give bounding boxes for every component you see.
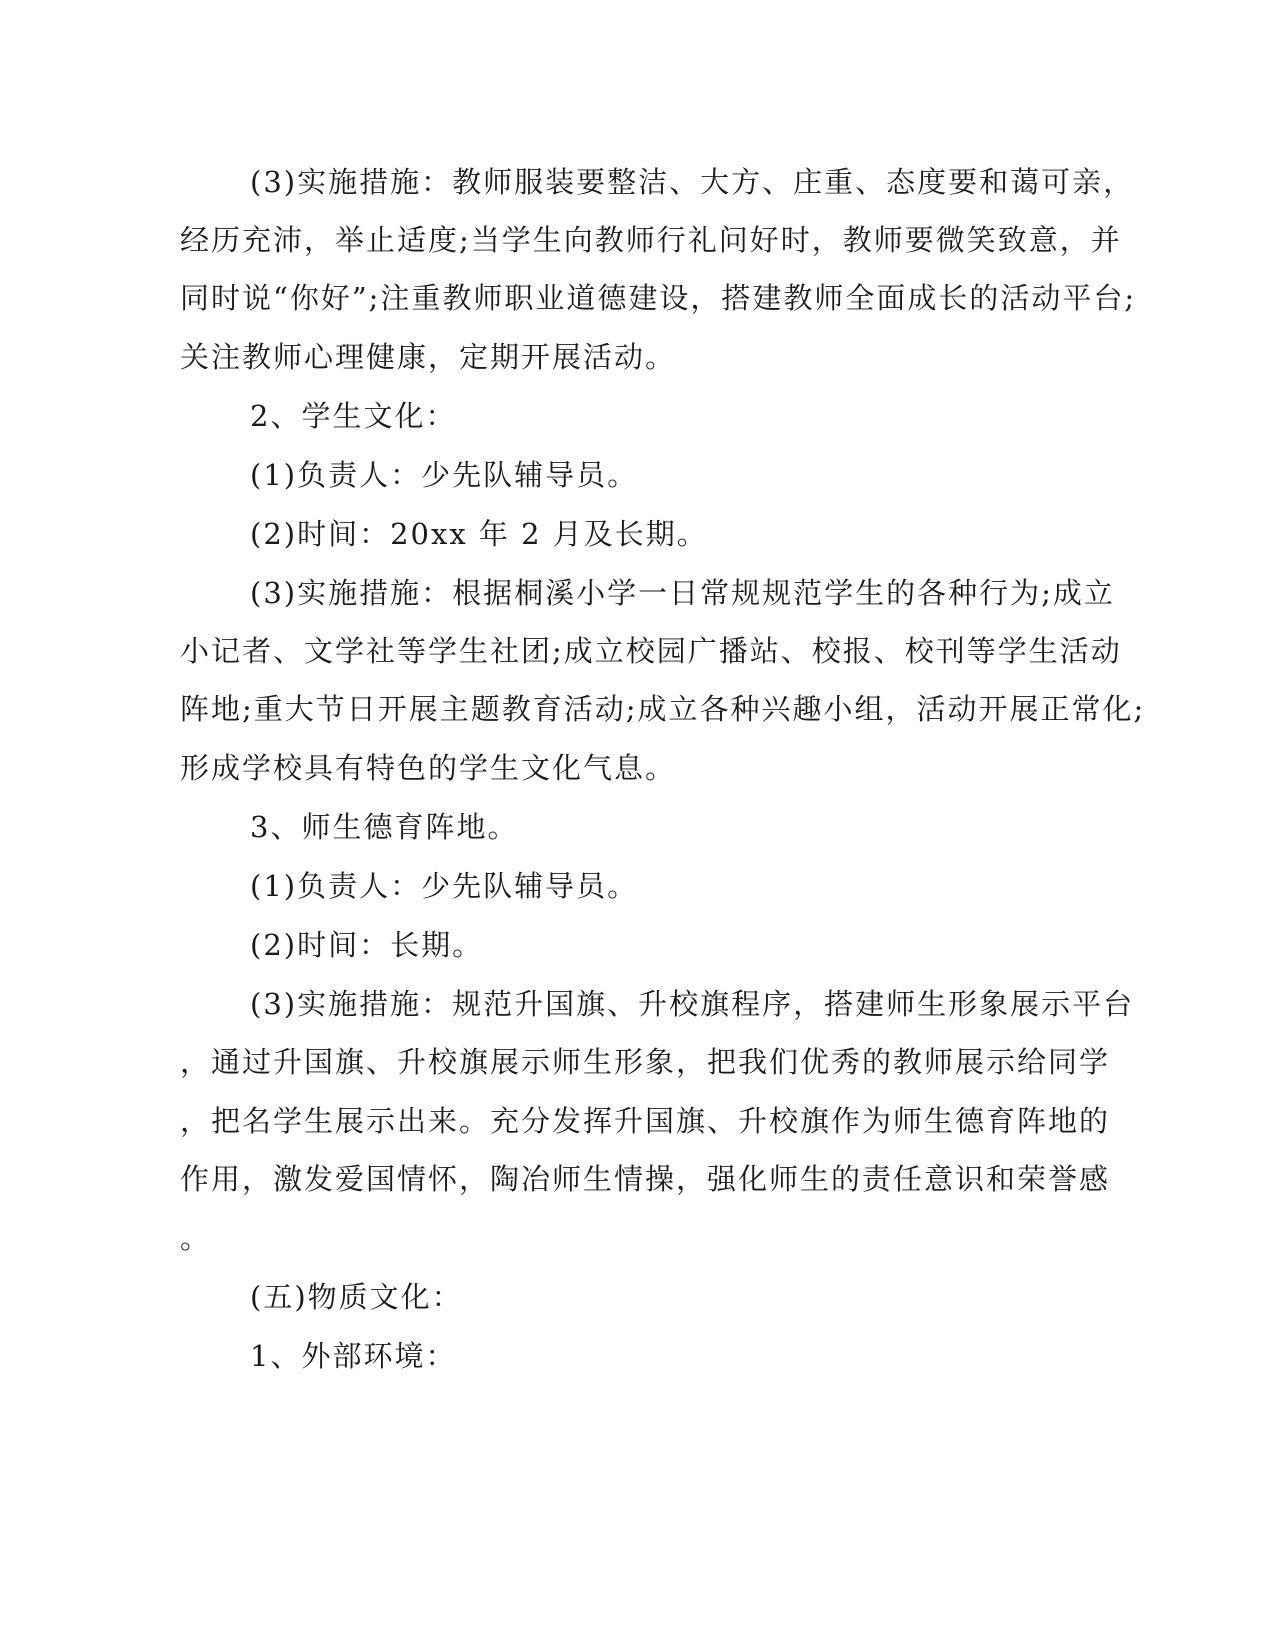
text-line: (2)时间：长期。 (250, 928, 484, 962)
section-heading: 1、外部环境： (250, 1339, 457, 1373)
text-line: (1)负责人：少先队辅导员。 (250, 869, 639, 903)
text-line: (1)负责人：少先队辅导员。 (250, 458, 639, 492)
text-line: 形成学校具有特色的学生文化气息。 (180, 751, 677, 785)
section-heading: (五)物质文化： (250, 1280, 463, 1314)
text-line: 同时说“你好”;注重教师职业道德建设，搭建教师全面成长的活动平台; (180, 281, 1137, 315)
text-line: (2)时间：20xx 年 2 月及长期。 (250, 517, 708, 551)
text-line: ，把名学生展示出来。充分发挥升国旗、升校旗作为师生德育阵地的 (180, 1104, 1111, 1138)
text-line: 阵地;重大节日开展主题教育活动;成立各种兴趣小组，活动开展正常化; (180, 692, 1146, 726)
section-heading: 3、师生德育阵地。 (250, 810, 519, 844)
text-line: ，通过升国旗、升校旗展示师生形象，把我们优秀的教师展示给同学 (180, 1045, 1111, 1079)
text-line: 经历充沛，举止适度;当学生向教师行礼问好时，教师要微笑致意，并 (180, 223, 1122, 257)
text-line: (3)实施措施：规范升国旗、升校旗程序，搭建师生形象展示平台 (250, 987, 1135, 1021)
text-line: 作用，激发爱国情怀，陶冶师生情操，强化师生的责任意识和荣誉感 (180, 1162, 1111, 1196)
text-line: (3)实施措施：根据桐溪小学一日常规规范学生的各种行为;成立 (250, 576, 1115, 610)
section-heading: 2、学生文化： (250, 399, 457, 433)
text-line: (3)实施措施：教师服装要整洁、大方、庄重、态度要和蔼可亲， (250, 165, 1135, 199)
text-line: 关注教师心理健康，定期开展活动。 (180, 340, 677, 374)
text-line: 小记者、文学社等学生社团;成立校园广播站、校报、校刊等学生活动 (180, 634, 1122, 668)
text-line: 。 (180, 1221, 212, 1255)
